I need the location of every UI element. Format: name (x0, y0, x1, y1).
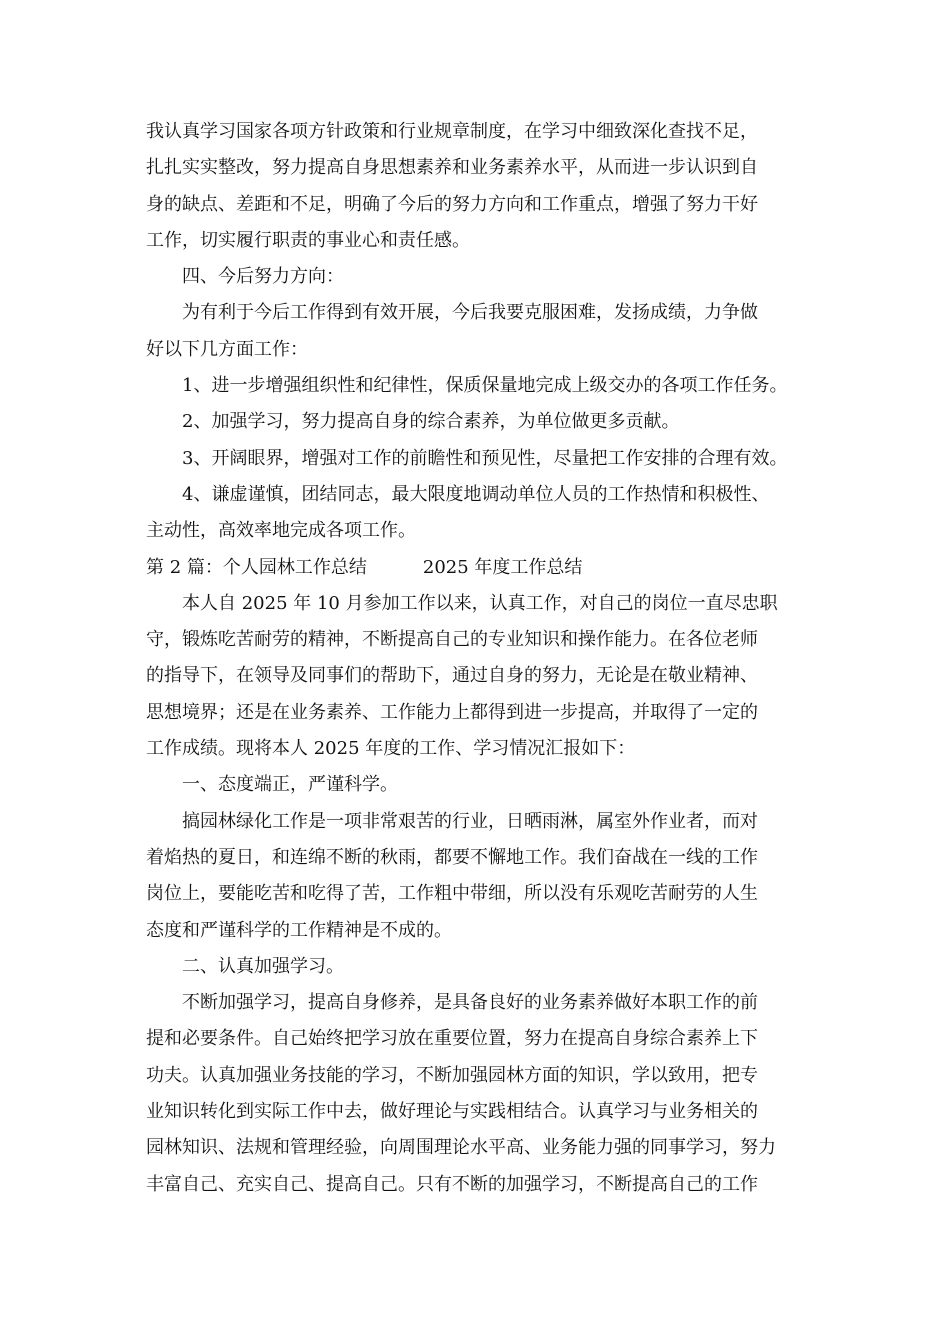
text-line: 4、谦虚谨慎，团结同志，最大限度地调动单位人员的工作热情和积极性、 (182, 483, 770, 505)
text-line: 主动性，高效率地完成各项工作。 (146, 520, 416, 542)
text-line: 态度和严谨科学的工作精神是不成的。 (146, 919, 452, 941)
text-line: 1、进一步增强组织性和纪律性，保质保量地完成上级交办的各项工作任务。 (182, 375, 788, 397)
text-line: 好以下几方面工作： (146, 338, 308, 360)
text-line: 扎扎实实整改，努力提高自身思想素养和业务素养水平，从而进一步认识到自 (146, 157, 758, 179)
text-line: 身的缺点、差距和不足，明确了今后的努力方向和工作重点，增强了努力干好 (146, 193, 758, 215)
text-line: 提和必要条件。自己始终把学习放在重要位置，努力在提高自身综合素养上下 (146, 1028, 758, 1050)
text-line: 守，锻炼吃苦耐劳的精神，不断提高自己的专业知识和操作能力。在各位老师 (146, 629, 758, 651)
text-line: 功夫。认真加强业务技能的学习，不断加强园林方面的知识，学以致用，把专 (146, 1064, 758, 1086)
text-line: 工作成绩。现将本人 2025 年度的工作、学习情况汇报如下： (146, 738, 636, 760)
heading-title: 第 2 篇：个人园林工作总结 (146, 556, 367, 578)
section-garden-summary (146, 586, 826, 1203)
text-line: 为有利于今后工作得到有效开展，今后我要克服困难，发扬成绩，力争做 (182, 302, 758, 324)
text-line: 二、认真加强学习。 (182, 955, 344, 977)
section-heading (146, 550, 826, 586)
text-line: 2、加强学习，努力提高自身的综合素养，为单位做更多贡献。 (182, 411, 680, 433)
text-line: 业知识转化到实际工作中去，做好理论与实践相结合。认真学习与业务相关的 (146, 1101, 758, 1123)
text-line: 本人自 2025 年 10 月参加工作以来，认真工作，对自己的岗位一直尽忠职 (182, 592, 778, 614)
text-line: 工作，切实履行职责的事业心和责任感。 (146, 229, 470, 251)
text-line: 园林知识、法规和管理经验，向周围理论水平高、业务能力强的同事学习，努力 (146, 1137, 776, 1159)
text-line: 不断加强学习，提高自身修养，是具备良好的业务素养做好本职工作的前 (182, 992, 758, 1014)
section-previous-conclusion (146, 114, 826, 550)
document-body (146, 114, 826, 1203)
text-line: 思想境界；还是在业务素养、工作能力上都得到进一步提高，并取得了一定的 (146, 701, 758, 723)
text-line: 搞园林绿化工作是一项非常艰苦的行业，日晒雨淋，属室外作业者，而对 (182, 810, 758, 832)
heading-subtitle: 2025 年度工作总结 (422, 556, 583, 578)
text-line: 一、态度端正，严谨科学。 (182, 774, 398, 796)
text-line: 3、开阔眼界，增强对工作的前瞻性和预见性，尽量把工作安排的合理有效。 (182, 447, 788, 469)
text-line: 岗位上，要能吃苦和吃得了苦，工作粗中带细，所以没有乐观吃苦耐劳的人生 (146, 883, 758, 905)
text-line: 四、今后努力方向： (182, 266, 344, 288)
text-line: 我认真学习国家各项方针政策和行业规章制度，在学习中细致深化查找不足， (146, 121, 758, 142)
text-line: 的指导下，在领导及同事们的帮助下，通过自身的努力，无论是在敬业精神、 (146, 665, 758, 687)
text-line: 丰富自己、充实自己、提高自己。只有不断的加强学习，不断提高自己的工作 (146, 1173, 758, 1195)
text-line: 着焰热的夏日，和连绵不断的秋雨，都要不懈地工作。我们奋战在一线的工作 (146, 846, 758, 868)
